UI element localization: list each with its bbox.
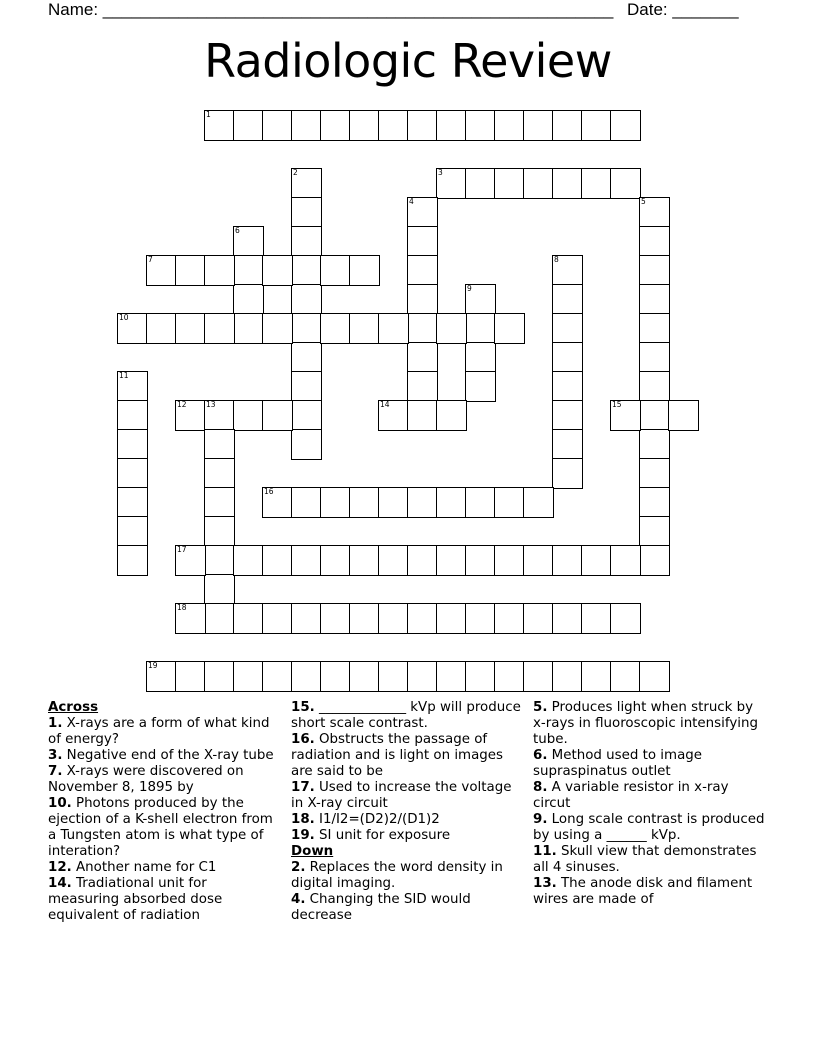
grid-cell[interactable] [378, 400, 409, 431]
grid-cell[interactable] [175, 603, 206, 634]
clue-down-8: 8. A variable resistor in x-ray circut [533, 780, 729, 811]
grid-cell[interactable] [233, 661, 264, 692]
grid-cell[interactable] [291, 197, 322, 228]
grid-cell[interactable] [378, 110, 409, 141]
grid-cell[interactable] [262, 255, 293, 286]
clue-across-1: 1. X-rays are a form of what kind of energy? [48, 716, 270, 747]
clue-down-11: 11. Skull view that demonstrates all 4 sinuses. [533, 844, 757, 875]
grid-cell[interactable] [407, 545, 438, 576]
grid-cell[interactable] [291, 371, 322, 402]
grid-cell[interactable] [204, 574, 235, 605]
grid-cell[interactable] [204, 516, 235, 547]
grid-cell[interactable] [465, 168, 496, 199]
date-field-label: Date: _______ [627, 0, 739, 19]
grid-cell[interactable] [552, 458, 583, 489]
grid-cell[interactable] [639, 516, 670, 547]
grid-cell[interactable] [233, 545, 264, 576]
grid-cell[interactable] [117, 545, 148, 576]
grid-cell[interactable] [349, 313, 380, 344]
grid-cell[interactable] [204, 429, 235, 460]
grid-cell[interactable] [291, 661, 322, 692]
grid-cell[interactable] [407, 487, 438, 518]
clue-down-13: 13. The anode disk and filament wires are made of [533, 876, 753, 907]
grid-cell[interactable] [407, 661, 438, 692]
grid-cell[interactable] [581, 603, 612, 634]
grid-cell[interactable] [465, 313, 496, 344]
clue-number: 15 [612, 400, 622, 409]
clue-number: 18 [177, 603, 187, 612]
grid-cell[interactable] [320, 487, 351, 518]
grid-cell[interactable] [262, 661, 293, 692]
grid-cell[interactable] [407, 110, 438, 141]
grid-cell[interactable] [320, 110, 351, 141]
grid-cell[interactable] [552, 255, 583, 286]
grid-cell[interactable] [146, 255, 177, 286]
clue-number: 7 [148, 255, 153, 264]
grid-cell[interactable] [233, 313, 264, 344]
grid-cell[interactable] [175, 661, 206, 692]
grid-cell[interactable] [262, 545, 293, 576]
grid-cell[interactable] [552, 110, 583, 141]
grid-cell[interactable] [552, 661, 583, 692]
grid-cell[interactable] [639, 661, 670, 692]
grid-cell[interactable] [465, 487, 496, 518]
grid-cell[interactable] [262, 487, 293, 518]
clue-number: 19 [148, 661, 158, 670]
grid-cell[interactable] [349, 603, 380, 634]
grid-cell[interactable] [523, 168, 554, 199]
grid-cell[interactable] [291, 110, 322, 141]
name-field-label: Name: ______________________________________________________ [48, 0, 614, 19]
grid-cell[interactable] [233, 284, 264, 315]
grid-cell[interactable] [320, 255, 351, 286]
grid-cell[interactable] [204, 400, 235, 431]
grid-cell[interactable] [262, 313, 293, 344]
grid-cell[interactable] [465, 110, 496, 141]
grid-cell[interactable] [494, 545, 525, 576]
grid-cell[interactable] [639, 545, 670, 576]
grid-cell[interactable] [117, 429, 148, 460]
grid-cell[interactable] [349, 110, 380, 141]
grid-cell[interactable] [291, 400, 322, 431]
grid-cell[interactable] [349, 661, 380, 692]
grid-cell[interactable] [610, 110, 641, 141]
grid-cell[interactable] [494, 661, 525, 692]
grid-cell[interactable] [378, 545, 409, 576]
clue-number: 6 [235, 226, 240, 235]
grid-cell[interactable] [436, 545, 467, 576]
grid-cell[interactable] [639, 487, 670, 518]
grid-cell[interactable] [117, 487, 148, 518]
grid-cell[interactable] [175, 313, 206, 344]
grid-cell[interactable] [494, 168, 525, 199]
grid-cell[interactable] [407, 226, 438, 257]
grid-cell[interactable] [204, 458, 235, 489]
grid-cell[interactable] [233, 255, 264, 286]
clue-number: 13 [206, 400, 216, 409]
grid-cell[interactable] [436, 110, 467, 141]
grid-cell[interactable] [639, 313, 670, 344]
grid-cell[interactable] [320, 661, 351, 692]
clue-column-1 [48, 700, 280, 924]
grid-cell[interactable] [523, 487, 554, 518]
grid-cell[interactable] [436, 313, 467, 344]
grid-cell[interactable] [494, 110, 525, 141]
grid-cell[interactable] [349, 255, 380, 286]
grid-cell[interactable] [552, 545, 583, 576]
grid-cell[interactable] [639, 342, 670, 373]
clue-down-6: 6. Method used to image supraspinatus outlet [533, 748, 703, 779]
grid-cell[interactable] [407, 342, 438, 373]
grid-cell[interactable] [233, 110, 264, 141]
clue-across-14: 14. Tradiational unit for measuring absorbed dose equivalent of radiation [48, 876, 223, 923]
clue-number: 10 [119, 313, 129, 322]
grid-cell[interactable] [639, 197, 670, 228]
grid-cell[interactable] [407, 313, 438, 344]
grid-cell[interactable] [552, 603, 583, 634]
clue-across-16: 16. Obstructs the passage of radiation and is light on images are said to be [291, 732, 504, 779]
grid-cell[interactable] [581, 661, 612, 692]
grid-cell[interactable] [436, 400, 467, 431]
clue-across-15: 15. _____________ kVp will produce short scale contrast. [291, 700, 521, 731]
grid-cell[interactable] [233, 400, 264, 431]
grid-cell[interactable] [494, 487, 525, 518]
grid-cell[interactable] [407, 371, 438, 402]
grid-cell[interactable] [349, 545, 380, 576]
grid-cell[interactable] [349, 487, 380, 518]
across-heading: Across [48, 700, 99, 715]
grid-cell[interactable] [668, 400, 699, 431]
grid-cell[interactable] [175, 255, 206, 286]
grid-cell[interactable] [552, 400, 583, 431]
grid-cell[interactable] [610, 400, 641, 431]
grid-cell[interactable] [204, 603, 235, 634]
grid-cell[interactable] [494, 603, 525, 634]
grid-cell[interactable] [407, 197, 438, 228]
grid-cell[interactable] [552, 429, 583, 460]
grid-cell[interactable] [378, 313, 409, 344]
clue-number: 17 [177, 545, 187, 554]
clue-number: 11 [119, 371, 129, 380]
grid-cell[interactable] [378, 487, 409, 518]
grid-cell[interactable] [175, 545, 206, 576]
grid-cell[interactable] [320, 313, 351, 344]
grid-cell[interactable] [291, 168, 322, 199]
grid-cell[interactable] [262, 110, 293, 141]
clue-across-3: 3. Negative end of the X-ray tube [48, 748, 274, 763]
grid-cell[interactable] [262, 603, 293, 634]
grid-cell[interactable] [291, 545, 322, 576]
grid-cell[interactable] [233, 226, 264, 257]
grid-cell[interactable] [639, 226, 670, 257]
clue-column-3 [533, 700, 765, 908]
grid-cell[interactable] [436, 487, 467, 518]
grid-cell[interactable] [291, 255, 322, 286]
clue-column-2 [291, 700, 523, 924]
grid-cell[interactable] [552, 313, 583, 344]
grid-cell[interactable] [117, 313, 148, 344]
grid-cell[interactable] [117, 371, 148, 402]
grid-cell[interactable] [291, 487, 322, 518]
grid-cell[interactable] [552, 168, 583, 199]
clue-number: 2 [293, 168, 298, 177]
grid-cell[interactable] [204, 255, 235, 286]
grid-cell[interactable] [320, 545, 351, 576]
grid-cell[interactable] [436, 168, 467, 199]
clue-number: 1 [206, 110, 211, 119]
page-title: Radiologic Review [204, 34, 612, 88]
grid-cell[interactable] [610, 168, 641, 199]
clue-across-10: 10. Photons produced by the ejection of a K-shell electron from a Tungsten atom is what type of interation? [48, 796, 273, 859]
grid-cell[interactable] [523, 661, 554, 692]
clue-down-4: 4. Changing the SID would decrease [291, 892, 471, 923]
grid-cell[interactable] [407, 400, 438, 431]
clue-across-17: 17. Used to increase the voltage in X-ray circuit [291, 780, 512, 811]
grid-cell[interactable] [204, 487, 235, 518]
grid-cell[interactable] [465, 661, 496, 692]
clue-number: 14 [380, 400, 390, 409]
grid-cell[interactable] [465, 545, 496, 576]
grid-cell[interactable] [175, 400, 206, 431]
grid-cell[interactable] [291, 226, 322, 257]
clue-number: 12 [177, 400, 187, 409]
clue-number: 9 [467, 284, 472, 293]
grid-cell[interactable] [204, 661, 235, 692]
grid-cell[interactable] [523, 110, 554, 141]
grid-cell[interactable] [639, 400, 670, 431]
grid-cell[interactable] [320, 603, 351, 634]
clue-across-7: 7. X-rays were discovered on November 8, 1895 by [48, 764, 244, 795]
clue-down-9: 9. Long scale contrast is produced by using a ______ kVp. [533, 812, 765, 843]
grid-cell[interactable] [610, 661, 641, 692]
grid-cell[interactable] [465, 371, 496, 402]
grid-cell[interactable] [407, 603, 438, 634]
grid-cell[interactable] [581, 545, 612, 576]
grid-cell[interactable] [581, 110, 612, 141]
grid-cell[interactable] [262, 400, 293, 431]
grid-cell[interactable] [146, 661, 177, 692]
clue-number: 5 [641, 197, 646, 206]
grid-cell[interactable] [552, 371, 583, 402]
grid-cell[interactable] [639, 371, 670, 402]
grid-cell[interactable] [639, 255, 670, 286]
grid-cell[interactable] [378, 661, 409, 692]
grid-cell[interactable] [291, 313, 322, 344]
grid-cell[interactable] [146, 313, 177, 344]
grid-cell[interactable] [117, 458, 148, 489]
grid-cell[interactable] [204, 110, 235, 141]
grid-cell[interactable] [117, 516, 148, 547]
clue-across-12: 12. Another name for C1 [48, 860, 217, 875]
grid-cell[interactable] [465, 284, 496, 315]
clue-across-19: 19. SI unit for exposure [291, 828, 451, 843]
grid-cell[interactable] [639, 284, 670, 315]
grid-cell[interactable] [494, 313, 525, 344]
grid-cell[interactable] [465, 603, 496, 634]
clue-down-5: 5. Produces light when struck by x-rays in fluoroscopic intensifying tube. [533, 700, 758, 747]
clue-number: 4 [409, 197, 414, 206]
grid-cell[interactable] [233, 603, 264, 634]
down-heading: Down [291, 844, 334, 859]
grid-cell[interactable] [610, 545, 641, 576]
grid-cell[interactable] [552, 342, 583, 373]
grid-cell[interactable] [117, 400, 148, 431]
clue-number: 8 [554, 255, 559, 264]
grid-cell[interactable] [407, 255, 438, 286]
grid-cell[interactable] [581, 168, 612, 199]
grid-cell[interactable] [465, 342, 496, 373]
clue-down-2: 2. Replaces the word density in digital imaging. [291, 860, 503, 891]
grid-cell[interactable] [436, 661, 467, 692]
clue-number: 16 [264, 487, 274, 496]
grid-cell[interactable] [523, 603, 554, 634]
grid-cell[interactable] [639, 458, 670, 489]
grid-cell[interactable] [291, 284, 322, 315]
grid-cell[interactable] [436, 603, 467, 634]
grid-cell[interactable] [610, 603, 641, 634]
grid-cell[interactable] [291, 603, 322, 634]
grid-cell[interactable] [523, 545, 554, 576]
grid-cell[interactable] [204, 545, 235, 576]
grid-cell[interactable] [204, 313, 235, 344]
grid-cell[interactable] [291, 429, 322, 460]
grid-cell[interactable] [407, 284, 438, 315]
clue-number: 3 [438, 168, 443, 177]
grid-cell[interactable] [291, 342, 322, 373]
grid-cell[interactable] [378, 603, 409, 634]
grid-cell[interactable] [639, 429, 670, 460]
grid-cell[interactable] [552, 284, 583, 315]
clue-across-18: 18. I1/I2=(D2)2/(D1)2 [291, 812, 440, 827]
